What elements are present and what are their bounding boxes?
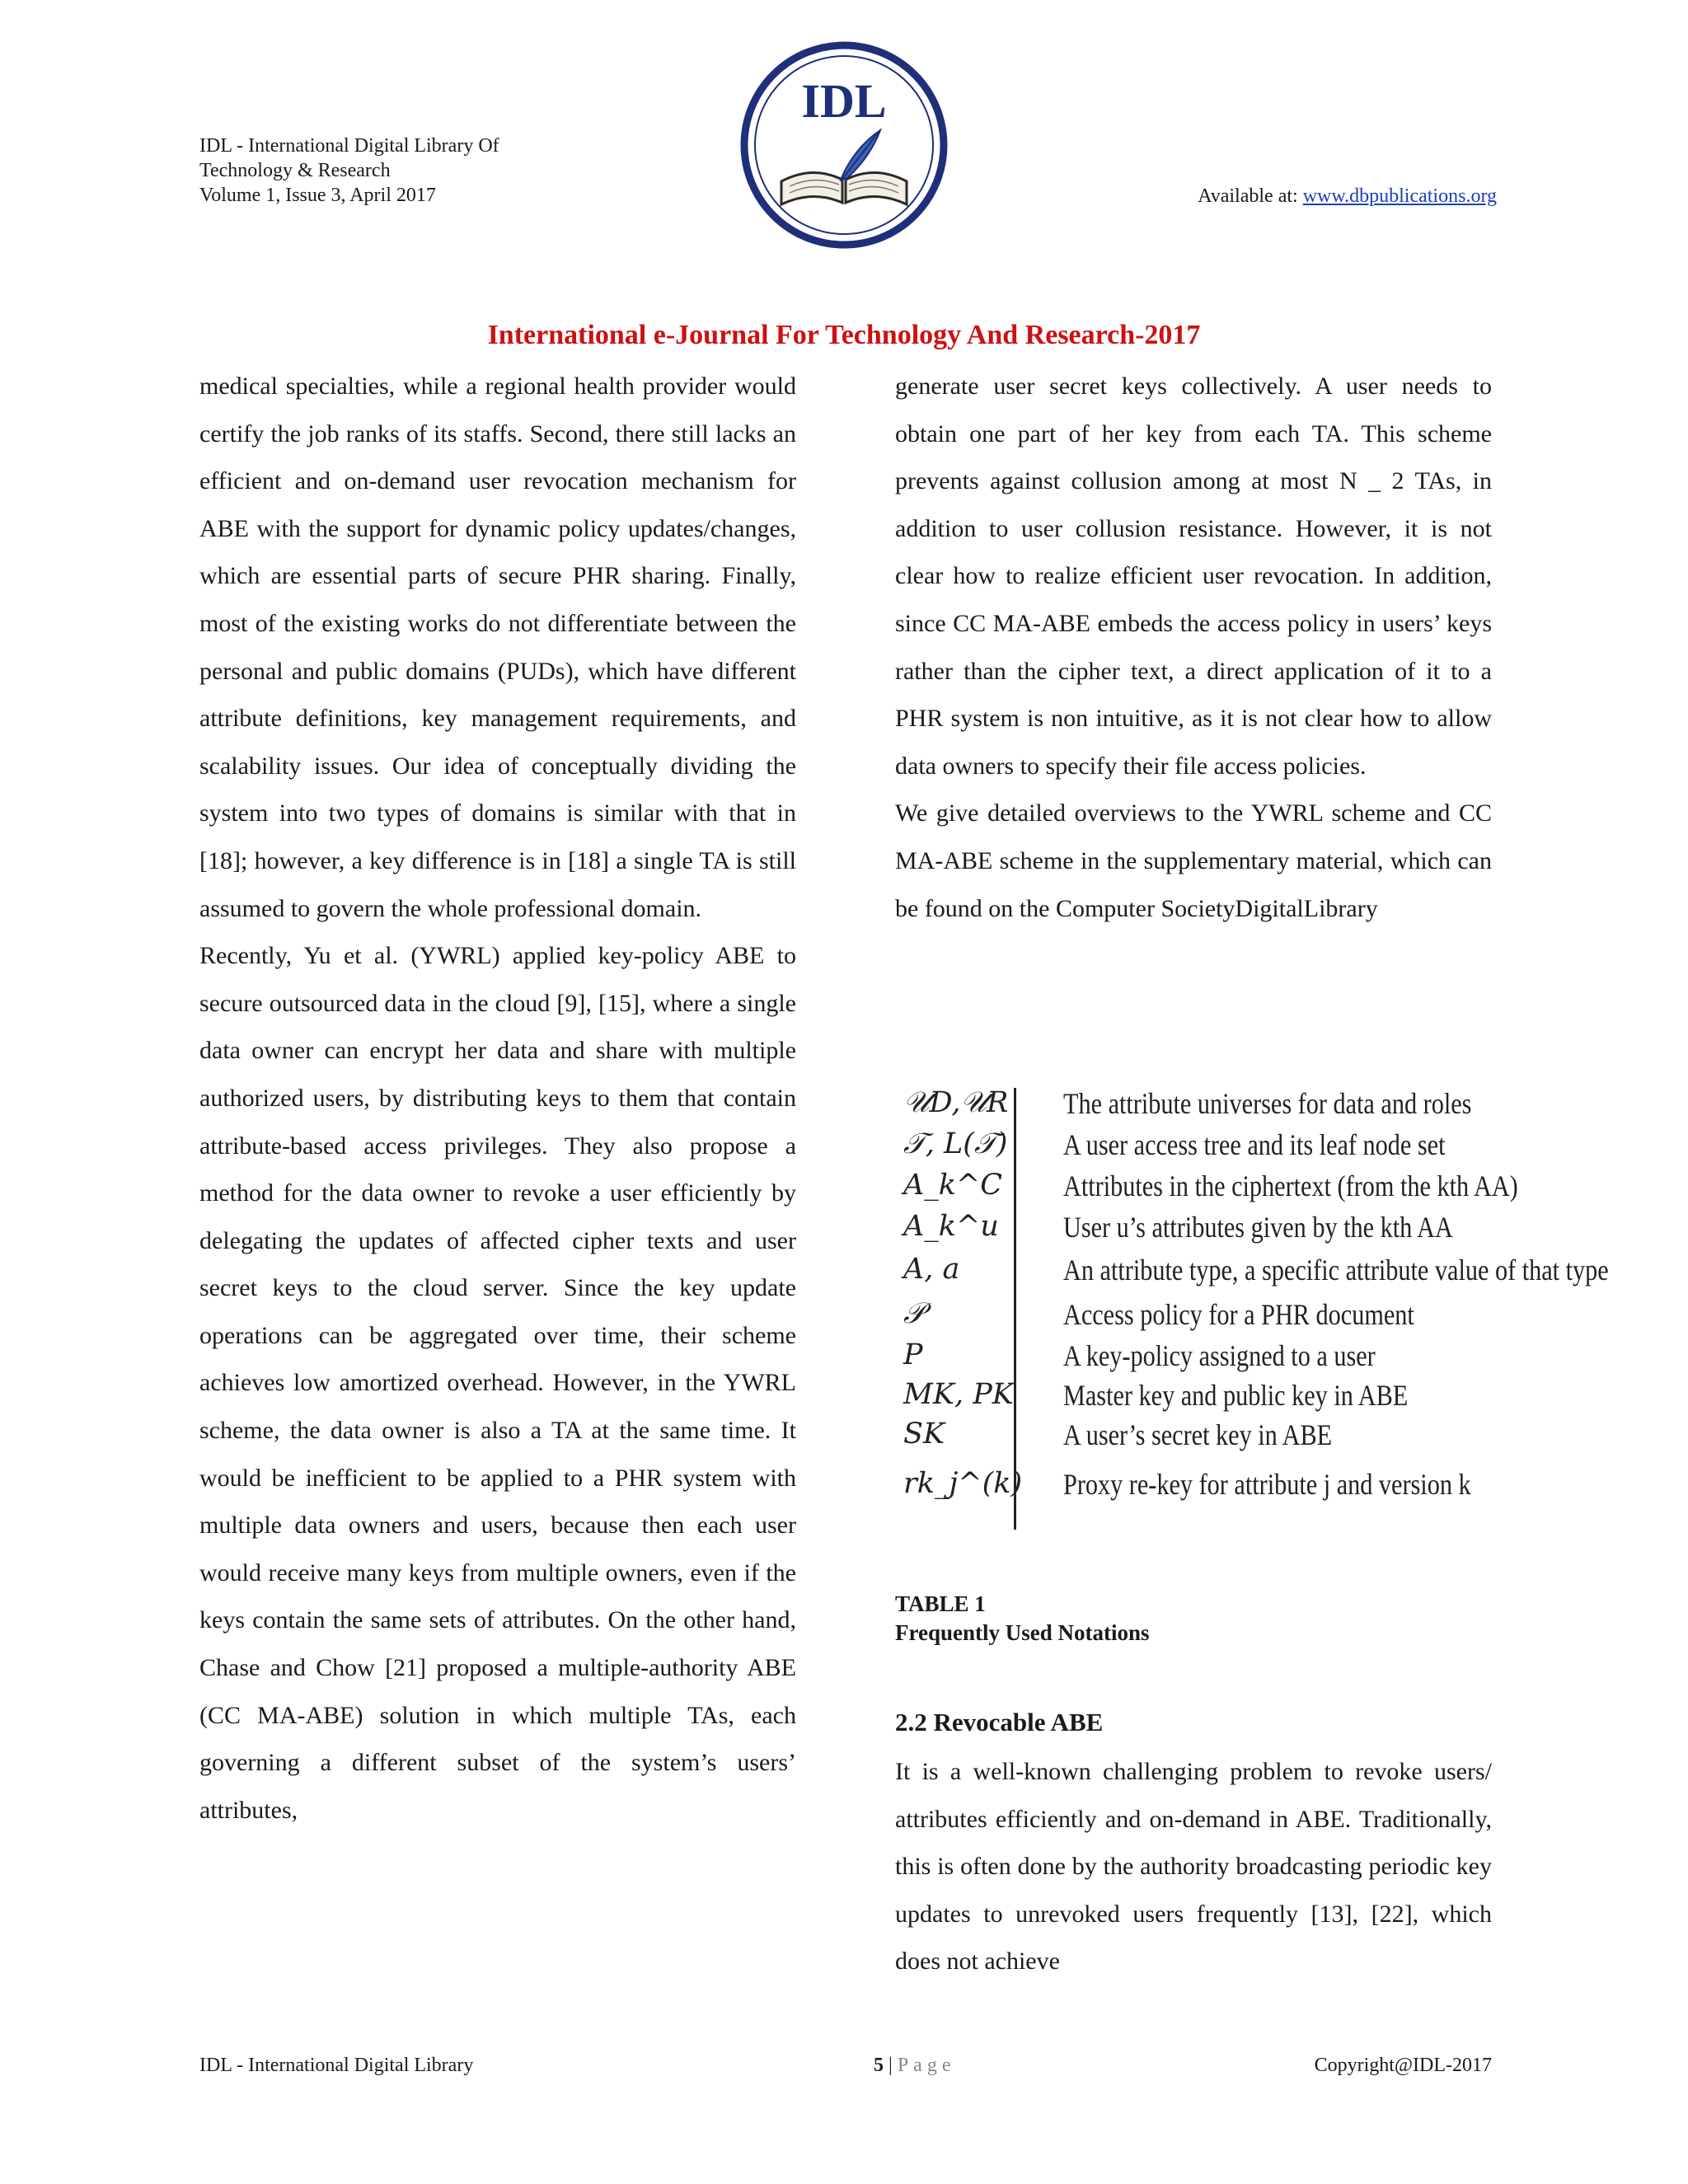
left-paragraph-1: medical specialties, while a regional health provider would certify the job ranks of its staffs. Second, there still lacks an efficient and on-demand user revocation mechanism for ABE with the support for dynamic policy updates/changes, which are essential parts of secure PHR sharing. Finally, most of the existing works do not differentiate between the personal and public domains (PUDs), which have different attribute definitions, key management requirements, and scalability issues. Our idea of conceptually dividing the system into two types of domains is similar with that in [18]; however, a key difference is in [18] a single TA is still assumed to govern the whole professional domain. bbox=[199, 373, 796, 922]
notation-symbol: A, a bbox=[903, 1253, 960, 1286]
header-line-1: IDL - International Digital Library Of bbox=[199, 135, 499, 157]
header-line-2: Technology & Research bbox=[199, 160, 391, 181]
notation-symbol: 𝒰D,𝒰R bbox=[903, 1086, 1009, 1119]
table-caption bbox=[895, 1590, 1150, 1647]
right-paragraph-1: generate user secret keys collectively. A user needs to obtain one part of her key from each TA. This scheme prevents against collusion among at most N _ 2 TAs, in addition to user collusion resistance. However, it is not clear how to realize efficient user revocation. In addition, since CC MA-ABE embeds the access policy in users’ keys rather than the cipher text, a direct application of it to a PHR system is non intuitive, as it is not clear how to allow data owners to specify their file access policies. bbox=[895, 373, 1492, 780]
notation-description: User u’s attributes given by the kth AA bbox=[1063, 1211, 1453, 1244]
right-column bbox=[895, 363, 1492, 932]
website-link[interactable]: www.dbpublications.org bbox=[1302, 185, 1497, 207]
notation-symbol: 𝒫 bbox=[903, 1297, 925, 1330]
notations-divider bbox=[1014, 1088, 1016, 1530]
notations-table bbox=[900, 1086, 1625, 1548]
page-number: 5 bbox=[874, 2055, 884, 2076]
notation-description: A user access tree and its leaf node set bbox=[1063, 1128, 1446, 1161]
notation-symbol: P bbox=[903, 1338, 923, 1371]
footer-page bbox=[874, 2053, 955, 2078]
notation-description: The attribute universes for data and roles bbox=[1063, 1087, 1472, 1120]
notation-symbol: SK bbox=[903, 1418, 945, 1451]
available-at bbox=[1198, 184, 1497, 209]
notation-symbol: MK, PK bbox=[903, 1378, 1014, 1411]
page-separator: | bbox=[884, 2055, 898, 2076]
left-paragraph-2: Recently, Yu et al. (YWRL) applied key-policy ABE to secure outsourced data in the cloud [9], [15], where a single data owner can encrypt her data and share with multiple authorized users, by distributing keys to them that contain attribute-based access privileges. They also propose a method for the data owner to revoke a user efficiently by delegating the updates of affected cipher texts and user secret keys to the cloud server. Since the key update operations can be aggregated over time, their scheme achieves low amortized overhead. However, in the YWRL scheme, the data owner is also a TA at the same time. It would be inefficient to be applied to a PHR system with multiple data owners and users, because then each user would receive many keys from multiple owners, even if the keys contain the same sets of attributes. On the other hand, Chase and Chow [21] proposed a multiple-authority ABE (CC MA-ABE) solution in which multiple TAs, each governing a different subset of the system’s users’ attributes, bbox=[199, 942, 796, 1824]
idl-logo bbox=[740, 41, 948, 249]
page-word: Page bbox=[897, 2055, 956, 2076]
notation-symbol: A_k^u bbox=[903, 1210, 999, 1243]
footer-library: IDL - International Digital Library bbox=[199, 2055, 474, 2076]
notation-description: Attributes in the ciphertext (from the kth AA) bbox=[1063, 1169, 1518, 1202]
left-column bbox=[199, 363, 796, 1834]
notation-symbol: A_k^C bbox=[903, 1169, 1003, 1202]
notation-description: A user’s secret key in ABE bbox=[1063, 1418, 1333, 1451]
notation-description: Access policy for a PHR document bbox=[1063, 1298, 1414, 1331]
notation-description: Proxy re-key for attribute j and version k bbox=[1063, 1468, 1471, 1501]
available-label: Available at: bbox=[1198, 185, 1303, 207]
logo-text: IDL bbox=[801, 74, 887, 128]
right-paragraph-2: We give detailed overviews to the YWRL scheme and CC MA-ABE scheme in the supplementary material, which can be found on the Computer SocietyDigitalLibrary bbox=[895, 799, 1492, 922]
table-title: Frequently Used Notations bbox=[895, 1620, 1150, 1645]
journal-title: International e-Journal For Technology And Research-2017 bbox=[487, 320, 1201, 350]
section-heading: 2.2 Revocable ABE bbox=[895, 1708, 1104, 1736]
table-label: TABLE 1 bbox=[895, 1591, 986, 1616]
section-paragraph: It is a well-known challenging problem to revoke users/ attributes efficiently and on-demand in ABE. Traditionally, this is often done by the authority broadcasting periodic key updates to unrevoked users frequently [13], [22], which does not achieve bbox=[895, 1758, 1492, 1975]
notation-description: Master key and public key in ABE bbox=[1063, 1379, 1409, 1412]
footer-copyright: Copyright@IDL-2017 bbox=[1314, 2055, 1492, 2076]
notation-description: A key-policy assigned to a user bbox=[1063, 1339, 1376, 1372]
section-body bbox=[895, 1748, 1492, 1985]
notation-symbol: rk_j^(k) bbox=[903, 1467, 1023, 1500]
notation-description: An attribute type, a specific attribute value of that type bbox=[1063, 1254, 1609, 1286]
notation-symbol: 𝒯, L(𝒯) bbox=[903, 1127, 1008, 1160]
header-publication-info bbox=[199, 134, 628, 208]
header-line-3: Volume 1, Issue 3, April 2017 bbox=[199, 185, 436, 206]
